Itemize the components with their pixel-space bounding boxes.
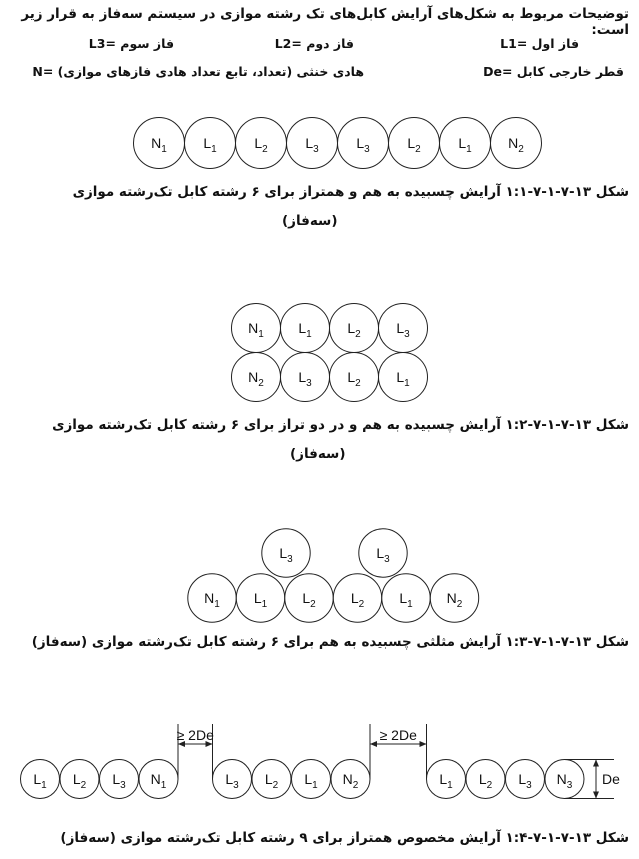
- fig4-de-arrow-bottom: [593, 792, 599, 799]
- fig4-group0-cable-2-label: $L_3$: [112, 771, 126, 791]
- fig4-group1-cable-3-label: $N_2$: [342, 771, 359, 791]
- fig4-group0-cable-3-label: $N_1$: [150, 771, 167, 791]
- fig1-cable-4-label: $L_3$: [356, 135, 370, 155]
- fig1-cable-5-label: $L_2$: [407, 135, 421, 155]
- fig3-top-cable-0-label: $L_3$: [279, 545, 293, 565]
- legend-l2: L2= فاز دوم: [274, 36, 354, 51]
- fig4-de-arrow-top: [593, 760, 599, 767]
- fig1-cable-0-label: $N_1$: [151, 135, 167, 155]
- fig3-bottom-cable-2-label: $L_2$: [302, 590, 316, 610]
- fig4-group1-cable-1-label: $L_2$: [264, 771, 279, 791]
- fig4-group2-cable-1-label: $L_2$: [478, 771, 493, 791]
- fig1-cable-7-label: $N_2$: [508, 135, 524, 155]
- fig3-bottom-cable-1-label: $L_1$: [253, 590, 268, 610]
- fig2-cable-1-2-label: $L_2$: [347, 369, 361, 389]
- fig3-bottom-cable-4-label: $L_1$: [399, 590, 413, 610]
- legend-de: De= قطر خارجی کابل: [483, 64, 624, 79]
- fig4-de-label: De: [602, 771, 620, 787]
- fig4-gap0-label: ≥ 2De: [176, 727, 214, 743]
- fig4-gap1-arrow-left: [370, 741, 377, 747]
- fig3-bottom-cable-5-label: $N_2$: [446, 590, 463, 610]
- fig2-cable-0-3-label: $L_3$: [396, 320, 410, 340]
- figure-2-caption-suffix: (سه‌فاز): [290, 446, 346, 462]
- figure-3-caption: شکل ۱۳-۷-۱-۷-۱:۳ آرایش مثلثی چسبیده به هم برای ۶ رشته کابل تک‌رشته موازی (سه‌فاز): [31, 634, 629, 650]
- fig4-group1-cable-2-label: $L_1$: [304, 771, 318, 791]
- fig4-group0-cable-0-label: $L_1$: [33, 771, 47, 791]
- fig4-group2-cable-2-label: $L_3$: [518, 771, 532, 791]
- fig1-cable-1-label: $L_1$: [203, 135, 217, 155]
- fig3-bottom-cable-3-label: $L_2$: [350, 590, 365, 610]
- intro-text: توضیحات مربوط به شکل‌های آرایش کابل‌های تک رشته موازی در سیستم سه‌فاز به قرار زیر است:: [21, 6, 629, 38]
- fig2-cable-0-2-label: $L_2$: [347, 320, 361, 340]
- fig4-gap1-label: ≥ 2De: [379, 727, 417, 743]
- fig1-cable-2-label: $L_2$: [254, 135, 268, 155]
- fig4-group1-cable-0-label: $L_3$: [225, 771, 239, 791]
- fig1-cable-3-label: $L_3$: [305, 135, 319, 155]
- fig1-cable-6-label: $L_1$: [458, 135, 472, 155]
- fig4-gap1-arrow-right: [420, 741, 427, 747]
- fig4-group0-cable-1-label: $L_2$: [72, 771, 87, 791]
- fig2-cable-1-1-label: $L_3$: [298, 369, 312, 389]
- fig4-group2-cable-0-label: $L_1$: [439, 771, 453, 791]
- figure-4-caption: شکل ۱۳-۷-۱-۷-۱:۴ آرایش مخصوص همتراز برای ۹ رشته کابل تک‌رشته موازی (سه‌فاز): [60, 830, 629, 846]
- legend-l1: L1= فاز اول: [500, 36, 579, 51]
- fig2-cable-1-3-label: $L_1$: [396, 369, 410, 389]
- fig2-cable-1-0-label: $N_2$: [248, 369, 264, 389]
- legend-l3: L3= فاز سوم: [88, 36, 174, 51]
- fig3-bottom-cable-0-label: $N_1$: [204, 590, 220, 610]
- fig4-group2-cable-3-label: $N_3$: [556, 771, 573, 791]
- figure-1-caption: شکل ۱۳-۷-۱-۷-۱:۱ آرایش چسبیده به هم و همتراز برای ۶ رشته کابل تک‌رشته موازی: [72, 184, 629, 200]
- fig2-cable-0-1-label: $L_1$: [298, 320, 312, 340]
- fig3-top-cable-1-label: $L_3$: [376, 545, 390, 565]
- fig2-cable-0-0-label: $N_1$: [248, 320, 264, 340]
- legend-n: N= هادی خنثی (تعداد، تابع تعداد هادی فازهای موازی): [32, 64, 364, 79]
- figure-2-caption: شکل ۱۳-۷-۱-۷-۱:۲ آرایش چسبیده به هم و در دو تراز برای ۶ رشته کابل تک‌رشته موازی: [52, 417, 629, 433]
- figure-1-caption-suffix: (سه‌فاز): [282, 213, 338, 229]
